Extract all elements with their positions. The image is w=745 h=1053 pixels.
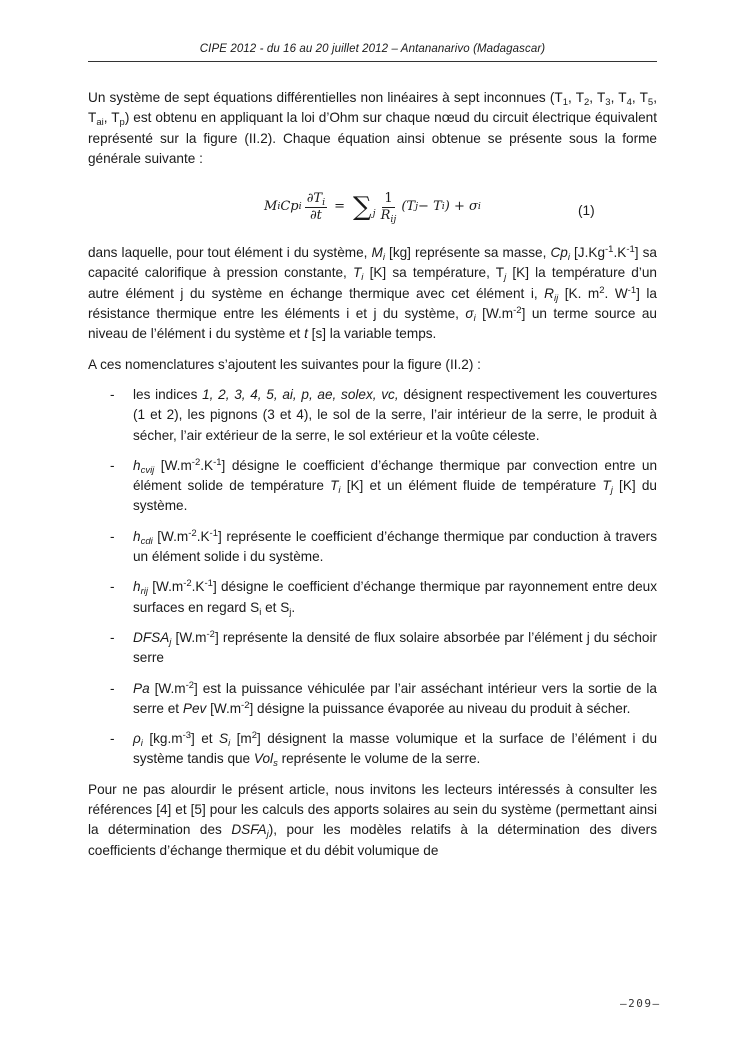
derivative-fraction: $\frac{\partial T_i}{\partial t}$ [306, 190, 326, 223]
equation-1 [88, 179, 657, 239]
list-item: - Pa $[W.m^{-2}]$ est la puissance véhiculée par l’air asséchant intérieur vers la sortie de la serre et Pev $[W.m^{-2}]$ désigne la puissance évaporée au niveau du produit à sécher. [110, 679, 657, 716]
nomenclature-list [88, 385, 657, 770]
summation-symbol: ∑ [353, 192, 372, 223]
list-item: - $h_{rij}$ $[W.m^{-2}.K^{-1}]$ désigne le coefficient d’échange thermique par rayonnement entre deux surfaces en regard $S_i$ et $S_j$. [110, 578, 657, 618]
equation-body: M i Cp i $\frac{\partial T_i}{\partial t}$ = ∑ j $\frac{1}{R_{ij}}$ (T j − T i ) + σ i [264, 190, 481, 225]
list-item: - $h_{cdi}$ $[W.m^{-2}.K^{-1}]$ représente le coefficient d’échange thermique par conduction à travers un élément solide i du système. [110, 527, 657, 565]
paragraph-references: Pour ne pas alourdir le présent article, nous invitons les lecteurs intéressés à consulter les références [4] et [5] pour les calculs des apports solaires au sein du système (permettant ainsi la détermination des $DSFA_j$), pour les modèles relatifs à la détermination des divers coefficients d’échange thermique et du débit volumique de [88, 781, 657, 858]
paragraph-nomenclature-intro: A ces nomenclatures s’ajoutent les suivantes pour la figure (II.2) : [88, 356, 481, 372]
paragraph-intro: Un système de sept équations différentielles non linéaires à sept inconnues ($T_1$, $T_2$, $T_3$, $T_4$, $T_5$, $T_{ai}$, $T_p$) est obtenu en appliquant la loi d’Ohm sur chaque nœud du circuit électrique équivalent représenté sur la figure (II.2). Chaque équation ainsi obtenue se présente sous la forme générale suivante : [88, 90, 657, 166]
equation-number: (1) [578, 203, 595, 219]
page-number: –209– [620, 997, 661, 1010]
list-item: - $\rho_i$ $[kg.m^{-3}]$ et $S_i$ $[m^2]$ désignent la masse volumique et la surface de l’élément i du système tandis que Vol$_s$ représente le volume de la serre. [110, 730, 658, 770]
list-item: - $DFSA_j$ $[W.m^{-2}]$ représente la densité de flux solaire absorbée par l’élément j du séchoir serre [110, 628, 658, 666]
list-item: - $h_{cvij}$ $[W.m^{-2}.K^{-1}]$ désigne le coefficient d’échange thermique par convection entre un élément solide de température $T_i$ [K] et un élément fluide de température $T_j$ [K] du système. [110, 456, 658, 514]
header-rule [88, 61, 657, 62]
resistance-fraction: $\frac{1}{R_{ij}}$ [380, 190, 397, 225]
paragraph-definitions: dans laquelle, pour tout élément i du système, $M_i$ [kg] représente sa masse, $Cp_i$ $[J.Kg^{-1}.K^{-1}]$ sa capacité calorifique à pression constante, $T_i$ [K] sa température, $T_j$ [K] la température d’un autre élément j du système en échange thermique avec cet élément i, $R_{ij}$ [K. $m^2$. $W^{-1}$] la résistance thermique entre les éléments i et j du système, $\sigma_i$ $[W.m^{-2}]$ un terme source au niveau de l’élément i du système et t [s] la variable temps. [88, 244, 657, 342]
list-item: - les indices 1, 2, 3, 4, 5, ai, p, ae, solex, vc, désignent respectivement les couvertures (1 et 2), les pignons (3 et 4), le sol de la serre, l’air intérieur de la serre, le produit à sécher, l’air extérieur de la serre, le sol extérieur et la voûte céleste. [110, 386, 657, 443]
page-body [88, 88, 657, 871]
running-header: CIPE 2012 - du 16 au 20 juillet 2012 – Antananarivo (Madagascar) [199, 43, 546, 55]
